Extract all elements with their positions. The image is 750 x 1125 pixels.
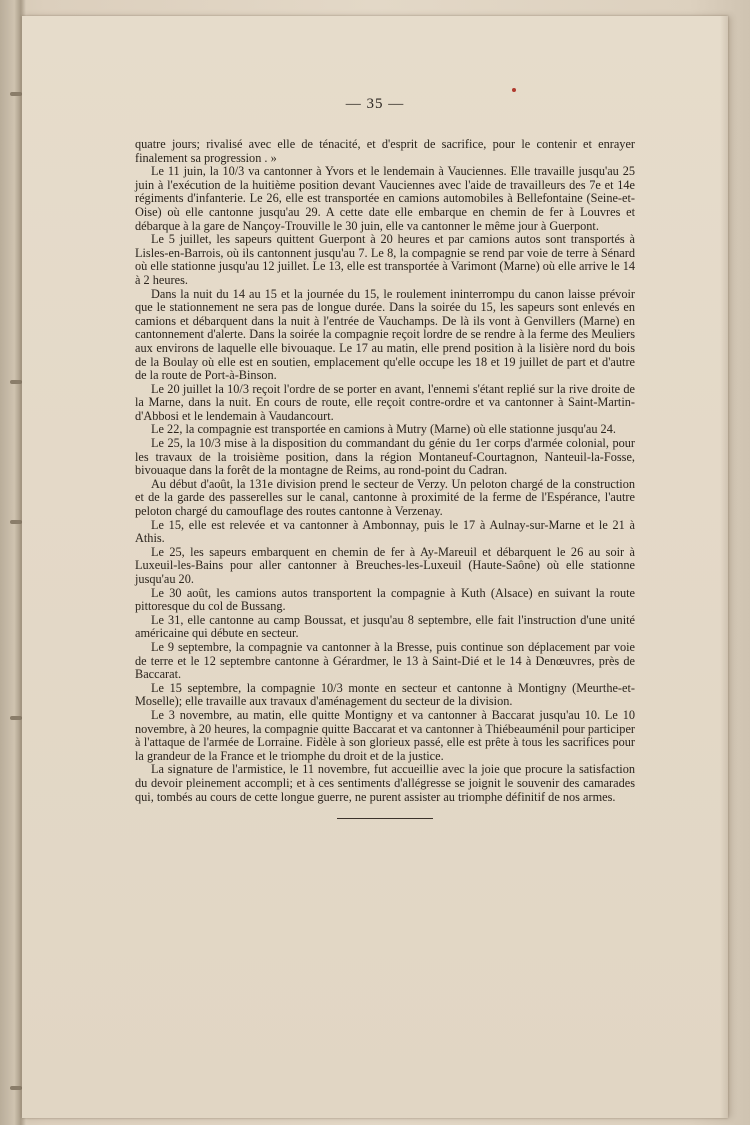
paragraph: Dans la nuit du 14 au 15 et la journée du 15, le roulement ininterrompu du canon laisse prévoir que le stationnement ne sera pas de longue durée. Dans la soirée du 15, les sapeurs sont enlevés en camions et débarquent dans la nuit à l'entrée de Vauchamps. De là ils vont à Genvillers (Marne) en cantonnement d'alerte. Dans la soirée la compagnie reçoit lordre de se rendre à la ferme des Meuliers aux environs de laquelle elle bivouaque. Le 17 au matin, elle prend position à la lisière nord du bois de la Boulay où elle est en soutien, emplacement qu'elle occupe les 18 et 19 juillet de part et d'autre de la route de Port-à-Binson.	[135, 286, 635, 383]
body-text	[135, 138, 635, 819]
binding-stitch	[10, 716, 22, 720]
ink-speck	[512, 88, 516, 92]
paragraph: Le 3 novembre, au matin, elle quitte Montigny et va cantonner à Baccarat jusqu'au 10. Le 10 novembre, à 20 heures, la compagnie quitte Baccarat et va cantonner à Thiébeauménil pour participer à l'attaque de l'armée de Lorraine. Fidèle à son glorieux passé, elle est prête à tous les sacrifices pour la grandeur de la France et le triomphe du droit et de la justice.	[135, 707, 635, 763]
paragraph: Le 20 juillet la 10/3 reçoit l'ordre de se porter en avant, l'ennemi s'étant replié sur la rive droite de la Marne, dans la nuit. En cours de route, elle reçoit contre-ordre et va cantonner à Saint-Martin-d'Abbosi et le lendemain à Vaudancourt.	[135, 381, 635, 423]
paragraph: Le 30 août, les camions autos transportent la compagnie à Kuth (Alsace) en suivant la route pittoresque du col de Bussang.	[135, 585, 635, 614]
paragraph: Le 5 juillet, les sapeurs quittent Guerpont à 20 heures et par camions autos sont transportés à Lisles-en-Barrois, où ils cantonnent jusqu'au 7. Le 8, la compagnie se rend par voie de terre à Sénard où elle stationne jusqu'au 12 juillet. Le 13, elle est transportée à Varimont (Marne) où elle arrive le 14 à 2 heures.	[135, 232, 635, 287]
paragraph: Le 25, la 10/3 mise à la disposition du commandant du génie du 1er corps d'armée colonial, pour les travaux de la troisième position, dans la région Montaneuf-Courtagnon, Nanteuil-la-Fosse, bivouaque dans la forêt de la montagne de Reims, au rond-point du Cadran.	[135, 436, 635, 478]
paragraph: Le 25, les sapeurs embarquent en chemin de fer à Ay-Mareuil et débarquent le 26 au soir à Luxeuil-les-Bains pour aller cantonner à Breuches-les-Luxeuil (Haute-Saône) où elle stationne jusqu'au 20.	[135, 544, 635, 586]
binding-stitch	[10, 520, 22, 524]
paragraph: La signature de l'armistice, le 11 novembre, fut accueillie avec la joie que procure la satisfaction du devoir pleinement accompli; et à ces sentiments d'allégresse se joignit le souvenir des camarades qui, tombés au cours de cette longue guerre, ne purent assister au triomphe définitif de nos armes.	[135, 762, 635, 804]
paragraph: Le 15, elle est relevée et va cantonner à Ambonnay, puis le 17 à Aulnay-sur-Marne et le 21 à Athis.	[135, 517, 635, 546]
paragraph: Au début d'août, la 131e division prend le secteur de Verzy. Un peloton chargé de la construction et de la garde des passerelles sur le canal, cantonne à proximité de la ferme de l'Espérance, l'autre peloton chargé du camouflage des routes cantonne à Verzenay.	[135, 476, 635, 519]
paragraph: Le 15 septembre, la compagnie 10/3 monte en secteur et cantonne à Montigny (Meurthe-et-Moselle); elle travaille aux travaux d'aménagement du secteur de la division.	[135, 680, 635, 709]
paragraph: quatre jours; rivalisé avec elle de ténacité, et d'esprit de sacrifice, pour le contenir et enrayer finalement sa progression . »	[135, 137, 635, 165]
paragraph: Le 22, la compagnie est transportée en camions à Mutry (Marne) où elle stationne jusqu'au 24.	[151, 422, 616, 437]
binding-stitch	[10, 1086, 22, 1090]
binding-stitch	[10, 380, 22, 384]
paragraph: Le 9 septembre, la compagnie va cantonner à la Bresse, puis continue son déplacement par voie de terre et le 12 septembre cantonne à Gérardmer, le 13 à Saint-Dié et le 14 à Denœuvres, près de Baccarat.	[135, 639, 635, 682]
page-edge-shadow	[720, 16, 728, 1118]
page-number: — 35 —	[345, 96, 405, 112]
document-page	[22, 16, 728, 1118]
binding-stitch	[10, 92, 22, 96]
paragraph: Le 11 juin, la 10/3 va cantonner à Yvors et le lendemain à Vauciennes. Elle travaille jusqu'au 25 juin à l'exécution de la huitième position devant Vauciennes avec l'aide de travailleurs des 7e et 14e régiments d'infanterie. Le 26, elle est transportée en camions automobiles à Bellefontaine (Seine-et-Oise) où elle cantonne jusqu'au 29. A cette date elle embarque en chemin de fer à Louvres et débarque à la gare de Nançoy-Trouville le 30 juin, elle va cantonner le même jour à Guerpont.	[135, 164, 635, 233]
closing-rule	[337, 818, 433, 819]
paragraph: Le 31, elle cantonne au camp Boussat, et jusqu'au 8 septembre, elle fait l'instruction d'une unité américaine qui débute en secteur.	[135, 612, 635, 641]
